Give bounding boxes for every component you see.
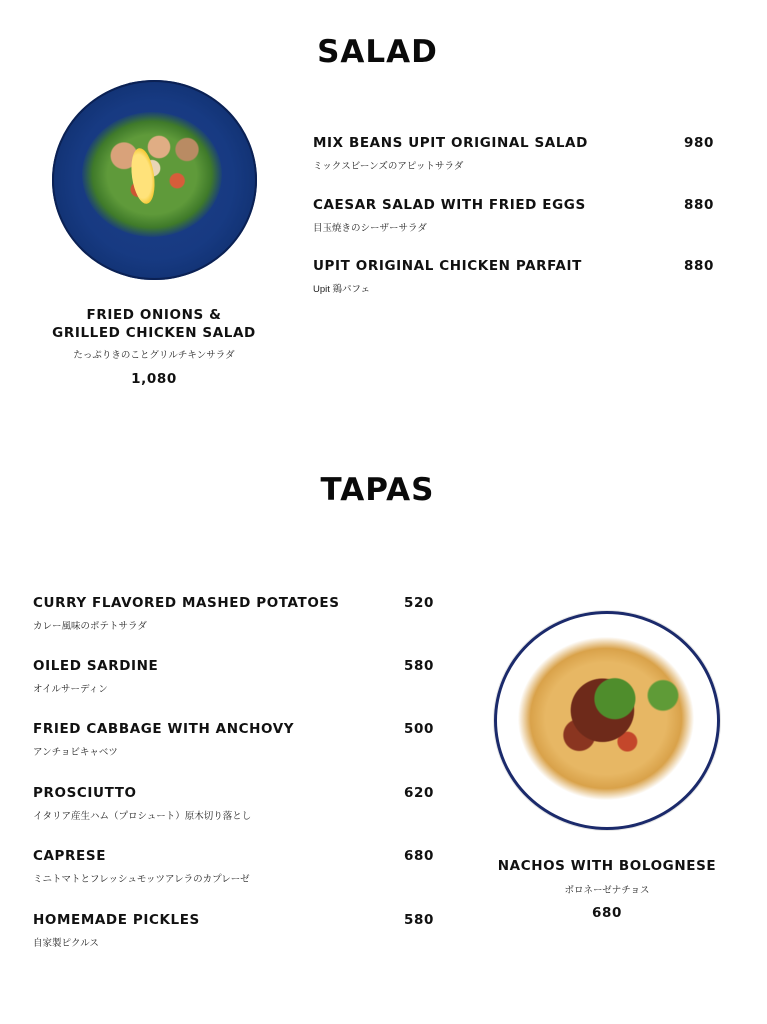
- tapas-menu-item: [33, 785, 251, 822]
- salad-section-title: SALAD: [317, 34, 438, 70]
- item-name: HOMEMADE PICKLES: [33, 912, 200, 928]
- item-name: CAESAR SALAD WITH FRIED EGGS: [313, 197, 586, 213]
- item-jp-name: アンチョビキャベツ: [33, 747, 118, 758]
- featured-salad-name-line1: FRIED ONIONS &: [86, 307, 222, 323]
- item-price: 580: [404, 658, 434, 674]
- item-name: CAPRESE: [33, 848, 107, 864]
- item-price: 620: [404, 785, 434, 801]
- nachos-food-graphic: [517, 636, 695, 801]
- tapas-menu-item: [33, 595, 340, 632]
- item-jp-name: ミニトマトとフレッシュモッツアレラのカプレーゼ: [33, 874, 250, 885]
- tapas-menu-item: [33, 912, 200, 949]
- item-jp-name: Upit 鶏パフェ: [313, 284, 371, 295]
- item-name: CURRY FLAVORED MASHED POTATOES: [33, 595, 340, 611]
- tapas-menu-item: [33, 721, 294, 758]
- featured-nachos-price: 680: [592, 905, 622, 921]
- item-jp-name: ミックスビーンズのアピットサラダ: [313, 161, 464, 172]
- featured-salad-card: [0, 306, 308, 387]
- item-name: MIX BEANS UPIT ORIGINAL SALAD: [313, 135, 588, 151]
- item-price: 980: [684, 135, 714, 151]
- featured-nachos-card: [466, 858, 748, 921]
- featured-nachos-jp-name: ボロネーゼナチョス: [564, 885, 650, 896]
- tapas-section-title: TAPAS: [320, 472, 435, 508]
- featured-salad-jp-name: たっぷりきのことグリルチキンサラダ: [73, 350, 235, 361]
- item-price: 580: [404, 912, 434, 928]
- featured-salad-price: 1,080: [131, 371, 177, 387]
- tapas-menu-item: [33, 658, 158, 695]
- item-name: FRIED CABBAGE WITH ANCHOVY: [33, 721, 295, 737]
- item-name: UPIT ORIGINAL CHICKEN PARFAIT: [313, 258, 582, 274]
- salad-dish-image: [52, 80, 257, 280]
- item-price: 500: [404, 721, 434, 737]
- item-price: 680: [404, 848, 434, 864]
- item-price: 880: [684, 197, 714, 213]
- item-jp-name: オイルサーディン: [33, 684, 108, 695]
- featured-salad-name-line2: GRILLED CHICKEN SALAD: [52, 325, 256, 341]
- featured-nachos-name: NACHOS WITH BOLOGNESE: [497, 858, 717, 874]
- item-jp-name: 目玉焼きのシーザーサラダ: [313, 223, 427, 234]
- nachos-dish-image: [494, 611, 720, 830]
- tapas-menu-item: [33, 848, 250, 885]
- item-price: 520: [404, 595, 434, 611]
- salad-menu-item: [313, 135, 588, 172]
- item-jp-name: カレー風味のポテトサラダ: [33, 621, 147, 632]
- salad-menu-item: [313, 197, 586, 234]
- item-price: 880: [684, 258, 714, 274]
- salad-menu-item: [313, 258, 582, 295]
- item-name: PROSCIUTTO: [33, 785, 137, 801]
- item-jp-name: 自家製ピクルス: [33, 938, 99, 949]
- item-name: OILED SARDINE: [33, 658, 159, 674]
- item-jp-name: イタリア産生ハム（プロシュート）原木切り落とし: [33, 811, 252, 822]
